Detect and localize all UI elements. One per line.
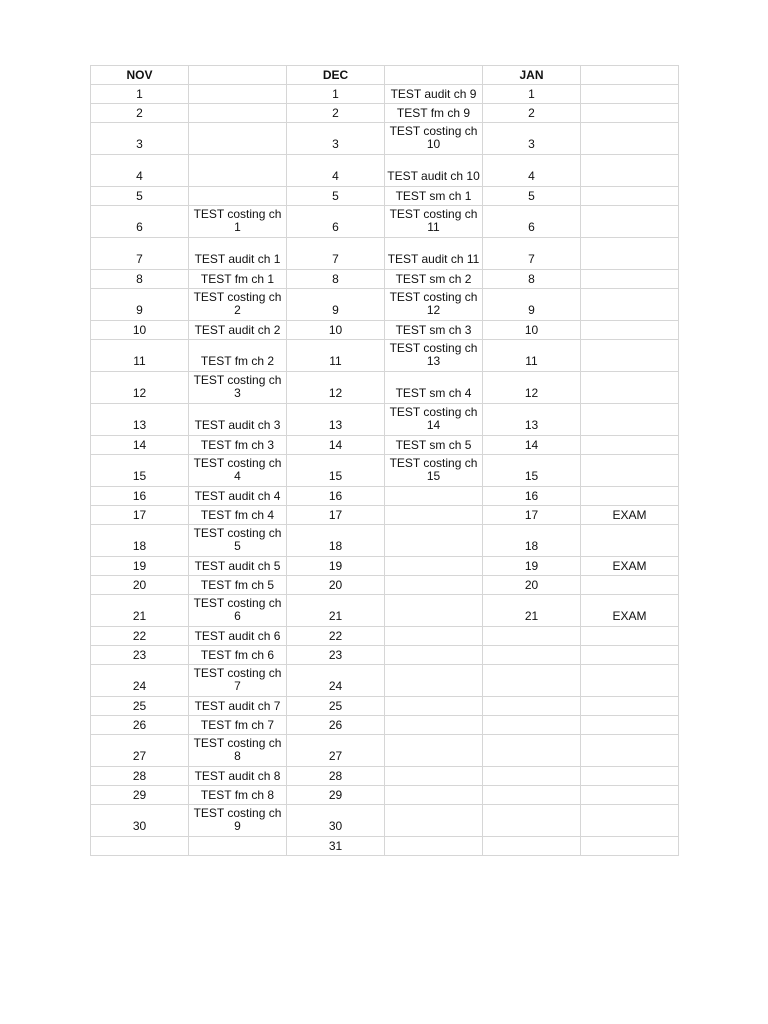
dec-test-cell [385, 525, 483, 557]
jan-day-cell: 16 [483, 487, 581, 506]
dec-day-cell: 13 [287, 404, 385, 436]
dec-day-cell: 8 [287, 270, 385, 289]
dec-day-cell: 31 [287, 837, 385, 856]
jan-test-cell [581, 455, 679, 487]
nov-day-cell: 15 [91, 455, 189, 487]
dec-day-cell: 23 [287, 646, 385, 665]
header-dec: DEC [287, 66, 385, 85]
dec-day-cell: 5 [287, 187, 385, 206]
jan-day-cell [483, 786, 581, 805]
nov-test-cell: TEST audit ch 4 [189, 487, 287, 506]
nov-test-cell [189, 123, 287, 155]
dec-test-cell [385, 786, 483, 805]
table-row [91, 238, 679, 270]
nov-test-cell: TEST fm ch 8 [189, 786, 287, 805]
table-row [91, 786, 679, 805]
jan-day-cell: 11 [483, 340, 581, 372]
nov-day-cell: 2 [91, 104, 189, 123]
table-row [91, 206, 679, 238]
table-row [91, 372, 679, 404]
nov-day-cell: 6 [91, 206, 189, 238]
nov-day-cell: 16 [91, 487, 189, 506]
dec-test-cell [385, 716, 483, 735]
table-row [91, 289, 679, 321]
table-row [91, 270, 679, 289]
table-row [91, 767, 679, 786]
table-row [91, 85, 679, 104]
jan-day-cell: 13 [483, 404, 581, 436]
jan-test-cell [581, 155, 679, 187]
nov-day-cell: 18 [91, 525, 189, 557]
jan-test-cell [581, 372, 679, 404]
nov-day-cell: 7 [91, 238, 189, 270]
nov-test-cell: TEST fm ch 3 [189, 436, 287, 455]
jan-test-cell: EXAM [581, 595, 679, 627]
dec-test-cell [385, 805, 483, 837]
dec-day-cell: 3 [287, 123, 385, 155]
nov-day-cell: 14 [91, 436, 189, 455]
table-row [91, 525, 679, 557]
jan-test-cell [581, 404, 679, 436]
dec-day-cell: 2 [287, 104, 385, 123]
jan-test-cell: EXAM [581, 506, 679, 525]
jan-day-cell: 1 [483, 85, 581, 104]
nov-test-cell: TEST costing ch 9 [189, 805, 287, 837]
dec-day-cell: 4 [287, 155, 385, 187]
dec-test-cell [385, 837, 483, 856]
table-header [91, 66, 679, 85]
table-row [91, 646, 679, 665]
nov-day-cell: 11 [91, 340, 189, 372]
table-row [91, 697, 679, 716]
dec-test-cell: TEST costing ch 15 [385, 455, 483, 487]
dec-day-cell: 24 [287, 665, 385, 697]
nov-test-cell [189, 104, 287, 123]
dec-day-cell: 1 [287, 85, 385, 104]
nov-test-cell: TEST audit ch 1 [189, 238, 287, 270]
jan-day-cell: 17 [483, 506, 581, 525]
dec-day-cell: 27 [287, 735, 385, 767]
dec-test-cell: TEST costing ch 11 [385, 206, 483, 238]
jan-day-cell: 15 [483, 455, 581, 487]
table-row [91, 104, 679, 123]
jan-test-cell [581, 786, 679, 805]
nov-day-cell: 5 [91, 187, 189, 206]
dec-test-cell: TEST sm ch 5 [385, 436, 483, 455]
jan-day-cell: 19 [483, 557, 581, 576]
nov-day-cell: 26 [91, 716, 189, 735]
jan-test-cell [581, 487, 679, 506]
nov-test-cell: TEST audit ch 2 [189, 321, 287, 340]
nov-test-cell: TEST costing ch 8 [189, 735, 287, 767]
dec-test-cell [385, 557, 483, 576]
jan-day-cell: 5 [483, 187, 581, 206]
dec-day-cell: 30 [287, 805, 385, 837]
nov-day-cell: 21 [91, 595, 189, 627]
jan-test-cell [581, 646, 679, 665]
jan-day-cell: 21 [483, 595, 581, 627]
dec-day-cell: 14 [287, 436, 385, 455]
header-jan-tests [581, 66, 679, 85]
header-nov-tests [189, 66, 287, 85]
jan-day-cell: 2 [483, 104, 581, 123]
table-body [91, 85, 679, 856]
dec-test-cell: TEST fm ch 9 [385, 104, 483, 123]
nov-test-cell: TEST fm ch 2 [189, 340, 287, 372]
jan-day-cell: 8 [483, 270, 581, 289]
dec-day-cell: 10 [287, 321, 385, 340]
nov-day-cell: 1 [91, 85, 189, 104]
nov-day-cell [91, 837, 189, 856]
nov-day-cell: 9 [91, 289, 189, 321]
jan-test-cell [581, 665, 679, 697]
jan-test-cell [581, 270, 679, 289]
jan-test-cell [581, 837, 679, 856]
table-row [91, 321, 679, 340]
jan-day-cell: 4 [483, 155, 581, 187]
table-row [91, 557, 679, 576]
dec-test-cell: TEST audit ch 11 [385, 238, 483, 270]
table-row [91, 455, 679, 487]
header-nov: NOV [91, 66, 189, 85]
nov-test-cell: TEST audit ch 7 [189, 697, 287, 716]
nov-day-cell: 17 [91, 506, 189, 525]
table-row [91, 404, 679, 436]
dec-day-cell: 29 [287, 786, 385, 805]
jan-day-cell: 12 [483, 372, 581, 404]
nov-test-cell: TEST costing ch 7 [189, 665, 287, 697]
nov-test-cell [189, 837, 287, 856]
dec-day-cell: 17 [287, 506, 385, 525]
dec-day-cell: 7 [287, 238, 385, 270]
dec-test-cell [385, 506, 483, 525]
table-row [91, 340, 679, 372]
nov-day-cell: 10 [91, 321, 189, 340]
dec-test-cell [385, 595, 483, 627]
table-row [91, 436, 679, 455]
jan-day-cell: 9 [483, 289, 581, 321]
dec-day-cell: 22 [287, 627, 385, 646]
jan-day-cell [483, 767, 581, 786]
table-row [91, 735, 679, 767]
nov-test-cell: TEST audit ch 3 [189, 404, 287, 436]
dec-day-cell: 12 [287, 372, 385, 404]
jan-test-cell [581, 716, 679, 735]
nov-day-cell: 27 [91, 735, 189, 767]
dec-day-cell: 15 [287, 455, 385, 487]
jan-day-cell: 20 [483, 576, 581, 595]
dec-test-cell: TEST sm ch 4 [385, 372, 483, 404]
dec-day-cell: 28 [287, 767, 385, 786]
nov-test-cell: TEST costing ch 4 [189, 455, 287, 487]
jan-test-cell [581, 104, 679, 123]
nov-test-cell [189, 85, 287, 104]
dec-test-cell: TEST sm ch 1 [385, 187, 483, 206]
nov-day-cell: 20 [91, 576, 189, 595]
jan-day-cell: 10 [483, 321, 581, 340]
table-row [91, 123, 679, 155]
nov-test-cell: TEST fm ch 6 [189, 646, 287, 665]
nov-day-cell: 3 [91, 123, 189, 155]
jan-day-cell: 14 [483, 436, 581, 455]
nov-day-cell: 22 [91, 627, 189, 646]
jan-day-cell [483, 697, 581, 716]
table-row [91, 506, 679, 525]
table-row [91, 487, 679, 506]
jan-day-cell [483, 735, 581, 767]
dec-day-cell: 9 [287, 289, 385, 321]
jan-test-cell [581, 340, 679, 372]
dec-test-cell [385, 487, 483, 506]
jan-day-cell [483, 646, 581, 665]
nov-day-cell: 4 [91, 155, 189, 187]
nov-day-cell: 28 [91, 767, 189, 786]
jan-test-cell [581, 735, 679, 767]
jan-day-cell: 6 [483, 206, 581, 238]
nov-test-cell: TEST fm ch 5 [189, 576, 287, 595]
jan-test-cell [581, 627, 679, 646]
jan-test-cell [581, 123, 679, 155]
jan-test-cell [581, 206, 679, 238]
nov-day-cell: 13 [91, 404, 189, 436]
nov-test-cell: TEST audit ch 6 [189, 627, 287, 646]
dec-day-cell: 6 [287, 206, 385, 238]
table-row [91, 837, 679, 856]
jan-day-cell [483, 805, 581, 837]
dec-test-cell [385, 697, 483, 716]
dec-day-cell: 11 [287, 340, 385, 372]
dec-day-cell: 19 [287, 557, 385, 576]
dec-test-cell [385, 665, 483, 697]
jan-day-cell [483, 837, 581, 856]
jan-test-cell [581, 289, 679, 321]
nov-day-cell: 12 [91, 372, 189, 404]
nov-test-cell: TEST costing ch 3 [189, 372, 287, 404]
dec-test-cell [385, 767, 483, 786]
jan-test-cell [581, 525, 679, 557]
nov-test-cell [189, 155, 287, 187]
dec-test-cell: TEST costing ch 14 [385, 404, 483, 436]
nov-day-cell: 24 [91, 665, 189, 697]
dec-test-cell: TEST sm ch 3 [385, 321, 483, 340]
nov-day-cell: 8 [91, 270, 189, 289]
nov-day-cell: 25 [91, 697, 189, 716]
jan-test-cell: EXAM [581, 557, 679, 576]
schedule-table [90, 65, 679, 856]
dec-test-cell [385, 627, 483, 646]
jan-test-cell [581, 321, 679, 340]
jan-day-cell: 18 [483, 525, 581, 557]
dec-day-cell: 21 [287, 595, 385, 627]
dec-day-cell: 26 [287, 716, 385, 735]
nov-test-cell: TEST costing ch 6 [189, 595, 287, 627]
dec-test-cell [385, 646, 483, 665]
dec-test-cell: TEST audit ch 10 [385, 155, 483, 187]
header-jan: JAN [483, 66, 581, 85]
table-row [91, 187, 679, 206]
table-row [91, 576, 679, 595]
table-row [91, 155, 679, 187]
dec-day-cell: 25 [287, 697, 385, 716]
nov-day-cell: 29 [91, 786, 189, 805]
jan-day-cell: 7 [483, 238, 581, 270]
nov-test-cell: TEST audit ch 5 [189, 557, 287, 576]
jan-test-cell [581, 187, 679, 206]
jan-test-cell [581, 697, 679, 716]
nov-test-cell: TEST fm ch 1 [189, 270, 287, 289]
nov-day-cell: 23 [91, 646, 189, 665]
nov-test-cell: TEST fm ch 7 [189, 716, 287, 735]
jan-day-cell [483, 665, 581, 697]
nov-test-cell: TEST costing ch 1 [189, 206, 287, 238]
dec-test-cell: TEST costing ch 12 [385, 289, 483, 321]
dec-test-cell: TEST costing ch 13 [385, 340, 483, 372]
jan-test-cell [581, 576, 679, 595]
jan-test-cell [581, 436, 679, 455]
dec-test-cell [385, 735, 483, 767]
table-row [91, 805, 679, 837]
nov-test-cell: TEST audit ch 8 [189, 767, 287, 786]
nov-day-cell: 19 [91, 557, 189, 576]
jan-test-cell [581, 805, 679, 837]
jan-test-cell [581, 85, 679, 104]
header-dec-tests [385, 66, 483, 85]
dec-day-cell: 18 [287, 525, 385, 557]
nov-day-cell: 30 [91, 805, 189, 837]
dec-test-cell: TEST audit ch 9 [385, 85, 483, 104]
jan-day-cell: 3 [483, 123, 581, 155]
table-row [91, 595, 679, 627]
jan-test-cell [581, 767, 679, 786]
jan-day-cell [483, 716, 581, 735]
dec-test-cell: TEST sm ch 2 [385, 270, 483, 289]
nov-test-cell: TEST fm ch 4 [189, 506, 287, 525]
nov-test-cell: TEST costing ch 2 [189, 289, 287, 321]
table-row [91, 627, 679, 646]
table-row [91, 716, 679, 735]
dec-test-cell [385, 576, 483, 595]
dec-day-cell: 16 [287, 487, 385, 506]
dec-day-cell: 20 [287, 576, 385, 595]
jan-day-cell [483, 627, 581, 646]
jan-test-cell [581, 238, 679, 270]
table-row [91, 665, 679, 697]
nov-test-cell: TEST costing ch 5 [189, 525, 287, 557]
header-row [91, 66, 679, 85]
nov-test-cell [189, 187, 287, 206]
dec-test-cell: TEST costing ch 10 [385, 123, 483, 155]
